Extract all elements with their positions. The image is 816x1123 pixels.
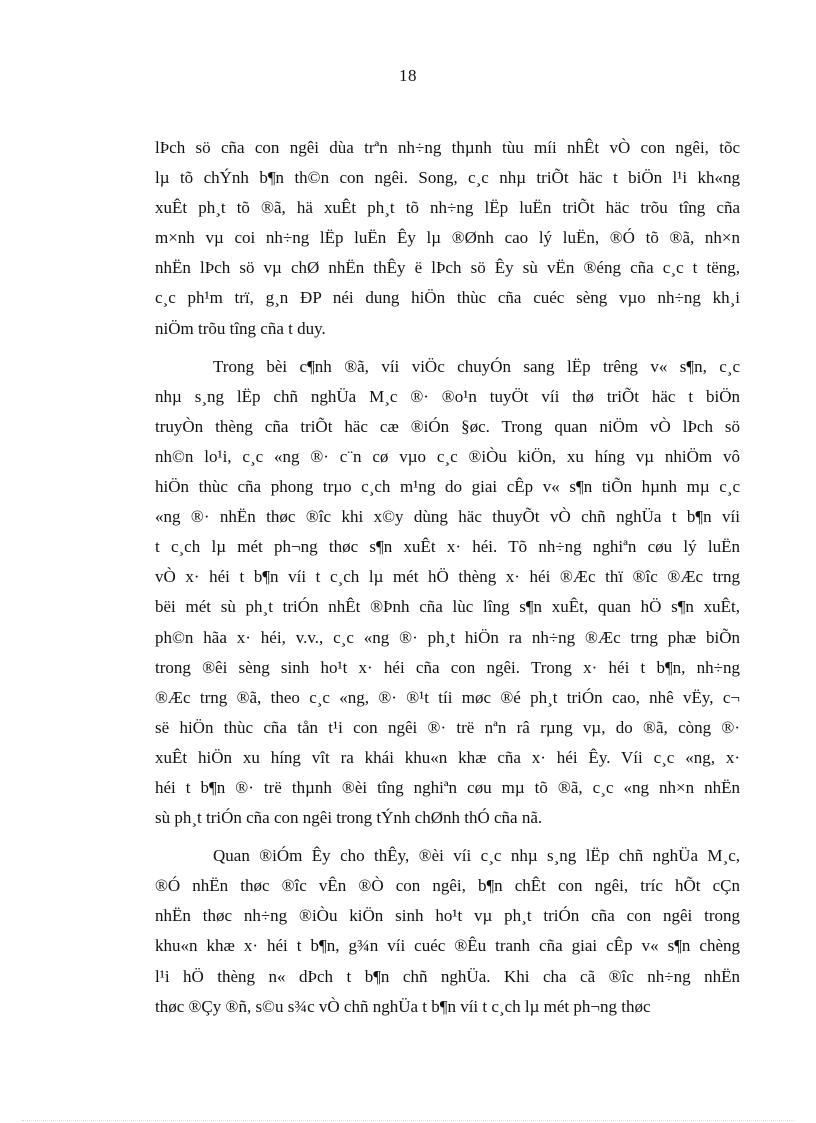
text-line: Trong bèi c¶nh ®ã, víi viÖc chuyÓn sang lËp trêng v« s¶n, c¸c: [213, 356, 740, 376]
text-line: c¸c ph¹m trï, g¸n ÐP néi dung hiÖn thùc cña cuéc sèng vµo nh÷ng kh¸i: [155, 288, 740, 308]
text-line: xuÊt ph¸t tõ ®ã, hä xuÊt ph¸t tõ nh÷ng lËp luËn triÕt häc trõu tîng cña: [155, 198, 740, 218]
page-bottom-divider: [22, 1120, 794, 1121]
text-line: khu«n khæ x· héi t b¶n, g¾n víi cuéc ®Êu tranh cña giai cÊp v« s¶n chèng: [155, 936, 740, 956]
text-line: l¹i hÖ thèng n« dÞch t b¶n chñ nghÜa. Khi cha cã ®îc nh÷ng nhËn: [155, 966, 740, 986]
text-line: truyÒn thèng cña triÕt häc cæ ®iÓn §øc. Trong quan niÖm vÒ lÞch sö: [155, 416, 740, 436]
text-line: m×nh vµ coi nh÷ng lËp luËn Êy lµ ®Ønh cao lý luËn, ®Ó tõ ®ã, nh×n: [155, 228, 740, 248]
text-line: bëi mét sù ph¸t triÓn nhÊt ®Þnh cña lùc lîng s¶n xuÊt, quan hÖ s¶n xuÊt,: [155, 597, 740, 617]
text-line: ®Ó nhËn thøc ®îc vÊn ®Ò con ngêi, b¶n chÊt con ngêi, tríc hÕt cÇn: [155, 876, 740, 896]
text-line: sù ph¸t triÓn cña con ngêi trong tÝnh chØnh thÓ cña nã.: [155, 808, 543, 828]
text-line: «ng ®· nhËn thøc ®îc khi x©y dùng häc thuyÕt vÒ chñ nghÜa t b¶n víi: [155, 507, 740, 527]
page-number: 18: [399, 66, 417, 85]
text-line: ph©n hãa x· héi, v.v., c¸c «ng ®· ph¸t hiÖn ra nh÷ng ®Æc trng phæ biÕn: [155, 627, 740, 647]
text-line: nhËn lÞch sö vµ chØ nhËn thÊy ë lÞch sö Êy sù vËn ®éng cña c¸c t tëng,: [155, 258, 740, 278]
text-line: thøc ®Çy ®ñ, s©u s¾c vÒ chñ nghÜa t b¶n víi t c¸ch lµ mét ph¬ng thøc: [155, 996, 651, 1016]
text-line: nh©n lo¹i, c¸c «ng ®· c¨n cø vµo c¸c ®iÒu kiÖn, xu híng vµ nhiÖm vô: [155, 446, 740, 466]
paragraph-gap: [155, 344, 740, 352]
text-line: së hiÖn thùc cña tån t¹i con ngêi ®· trë nªn râ rµng vµ, do ®ã, còng ®·: [155, 717, 740, 737]
body-text: [155, 133, 740, 1022]
text-line: t c¸ch lµ mét ph¬ng thøc s¶n xuÊt x· héi. Tõ nh÷ng nghiªn cøu lý luËn: [155, 537, 740, 557]
paragraph: [155, 133, 740, 344]
text-line: vÒ x· héi t b¶n víi t c¸ch lµ mét hÖ thèng x· héi ®Æc thï ®îc ®Æc trng: [155, 567, 740, 587]
paragraph-gap: [155, 833, 740, 841]
text-line: xuÊt hiÖn xu híng vît ra khái khu«n khæ cña x· héi Êy. Víi c¸c «ng, x·: [155, 747, 740, 767]
text-line: Quan ®iÓm Êy cho thÊy, ®èi víi c¸c nhµ s¸ng lËp chñ nghÜa M¸c,: [213, 846, 740, 866]
text-line: lÞch sö cña con ngêi dùa trªn nh÷ng thµnh tùu míi nhÊt vÒ con ngêi, tõc: [155, 138, 740, 157]
paragraph: [155, 841, 740, 1022]
text-line: hiÖn thùc cña phong trµo c¸ch m¹ng do giai cÊp v« s¶n tiÕn hµnh mµ c¸c: [155, 477, 740, 497]
paragraph: [155, 352, 740, 834]
text-line: lµ tõ chÝnh b¶n th©n con ngêi. Song, c¸c nhµ triÕt häc t biÖn l¹i kh«ng: [155, 168, 740, 188]
text-line: nhµ s¸ng lËp chñ nghÜa M¸c ®· ®o¹n tuyÖt víi thø triÕt häc t biÖn: [155, 386, 740, 406]
text-line: trong ®êi sèng sinh ho¹t x· héi cña con ngêi. Trong x· héi t b¶n, nh÷ng: [155, 657, 740, 677]
text-line: niÖm trõu tîng cña t duy.: [155, 318, 326, 338]
text-line: héi t b¶n ®· trë thµnh ®èi tîng nghiªn cøu mµ tõ ®ã, c¸c «ng nh×n nhËn: [155, 777, 740, 797]
text-line: nhËn thøc nh÷ng ®iÒu kiÖn sinh ho¹t vµ ph¸t triÓn cña con ngêi trong: [155, 906, 740, 926]
text-line: ®Æc trng ®ã, theo c¸c «ng, ®· ®¹t tíi møc ®é ph¸t triÓn cao, nhê vËy, c¬: [155, 687, 740, 707]
